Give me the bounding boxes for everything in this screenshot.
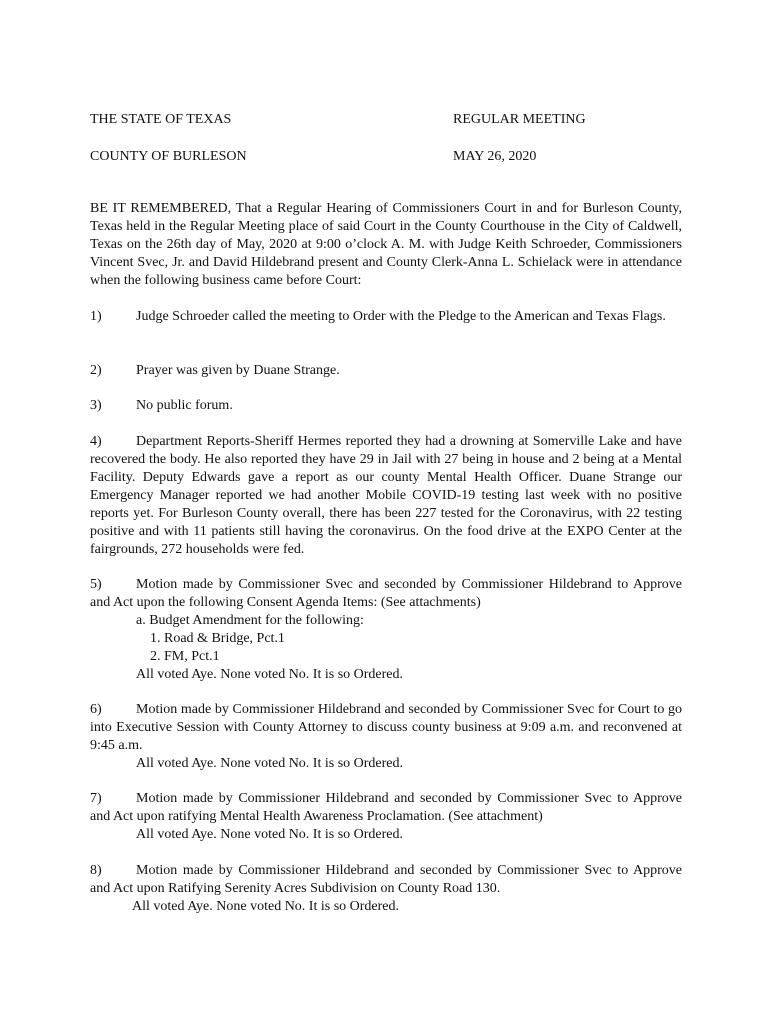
agenda-item-3 (90, 397, 682, 415)
agenda-item-2 (90, 362, 682, 380)
item-number: 1) (90, 309, 102, 324)
agenda-item-8 (90, 862, 682, 916)
item-number: 2) (90, 363, 102, 378)
meeting-type-heading: REGULAR MEETING (453, 112, 586, 127)
vote-result: All voted Aye. None voted No. It is so Ordered. (136, 756, 403, 771)
consent-subitem-2: 2. FM, Pct.1 (150, 649, 220, 664)
item-number: 4) (90, 434, 102, 449)
agenda-item-text: 3) No public forum. (90, 398, 233, 413)
agenda-item-text: 7) Motion made by Commissioner Hildebrand and seconded by Commissioner Svec to Approve and Act upon ratifying Mental Health Awareness Proclamation. (See attachment) (90, 791, 682, 824)
meeting-date-heading: MAY 26, 2020 (453, 149, 537, 164)
agenda-item-text: 1) Judge Schroeder called the meeting to Order with the Pledge to the American and Texas Flags. (90, 309, 666, 324)
vote-result: All voted Aye. None voted No. It is so Ordered. (132, 899, 399, 914)
agenda-item-6 (90, 701, 682, 773)
item-number: 6) (90, 702, 102, 717)
item-number: 5) (90, 577, 102, 592)
agenda-item-7 (90, 790, 682, 844)
consent-subitem-a: a. Budget Amendment for the following: (136, 613, 364, 628)
agenda-item-text: 2) Prayer was given by Duane Strange. (90, 363, 340, 378)
item-number: 7) (90, 791, 102, 806)
item-number: 8) (90, 863, 102, 878)
agenda-item-5 (90, 576, 682, 684)
vote-result: All voted Aye. None voted No. It is so Ordered. (136, 667, 403, 682)
vote-result: All voted Aye. None voted No. It is so Ordered. (136, 827, 403, 842)
agenda-item-4 (90, 433, 682, 559)
agenda-item-text: 8) Motion made by Commissioner Hildebrand and seconded by Commissioner Svec to Approve and Act upon Ratifying Serenity Acres Subdivision on County Road 130. (90, 863, 682, 896)
item-number: 3) (90, 398, 102, 413)
consent-subitem-1: 1. Road & Bridge, Pct.1 (150, 631, 285, 646)
agenda-item-text: 6) Motion made by Commissioner Hildebrand and seconded by Commissioner Svec for Court to go into Executive Session with County Attorney to discuss county business at 9:09 a.m. and reconvened at 9:45 a.m. (90, 702, 682, 753)
agenda-item-text: 4) Department Reports-Sheriff Hermes reported they had a drowning at Somerville Lake and have recovered the body. He also reported they have 29 in Jail with 27 being in house and 2 being at a Mental Facility. Deputy Edwards gave a report as our county Mental Health Officer. Duane Strange our Emergency Manager reported we had another Mobile COVID-19 testing last week with no positive reports yet. For Burleson County overall, there has been 227 tested for the Coronavirus, with 22 testing positive and with 11 patients still having the coronavirus. On the food drive at the EXPO Center at the fairgrounds, 272 households were fed. (90, 434, 682, 557)
preamble-paragraph: BE IT REMEMBERED, That a Regular Hearing of Commissioners Court in and for Burleson County, Texas held in the Regular Meeting place of said Court in the County Courthouse in the City of Caldwell, Texas on the 26th day of May, 2020 at 9:00 o’clock A. M. with Judge Keith Schroeder, Commissioners Vincent Svec, Jr. and David Hildebrand present and County Clerk-Anna L. Schielack were in attendance when the following business came before Court: (90, 201, 682, 288)
county-heading: COUNTY OF BURLESON (90, 149, 247, 164)
agenda-item-text: 5) Motion made by Commissioner Svec and seconded by Commissioner Hildebrand to Approve and Act upon the following Consent Agenda Items: (See attachments) (90, 577, 682, 610)
agenda-item-1 (90, 308, 682, 326)
state-heading: THE STATE OF TEXAS (90, 112, 232, 127)
